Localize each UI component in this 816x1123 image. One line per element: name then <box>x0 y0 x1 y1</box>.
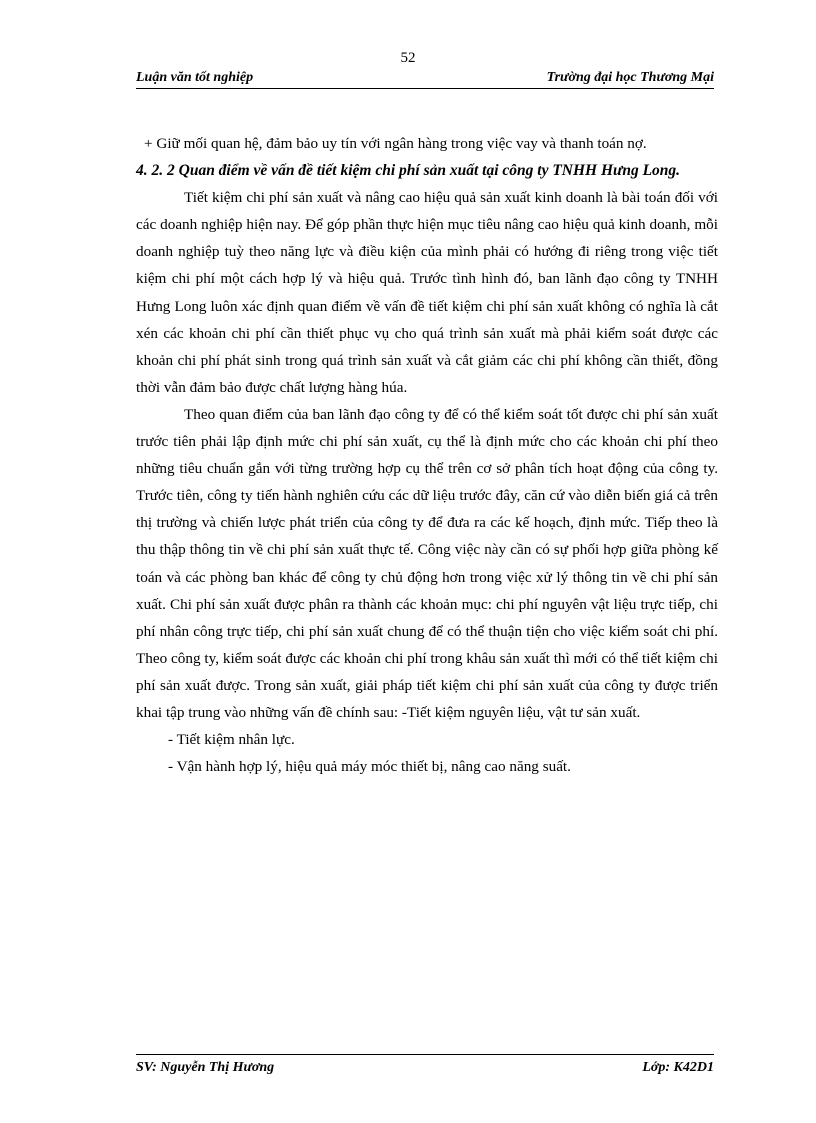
paragraph-2: Theo quan điểm của ban lãnh đạo công ty để có thể kiểm soát tốt được chi phí sản xuất trước tiên phải lập định mức chi phí sản xuất, cụ thể là định mức cho các khoản chi phí theo những tiêu chuẩn gắn với từng trường hợp cụ thể trên cơ sở phân tích hoạt động của công ty. Trước tiên, công ty tiến hành nghiên cứu các dữ liệu trước đây, căn cứ vào diễn biến giá cả trên thị trường và chiến lược phát triển của công ty để đưa ra các kế hoạch, định mức. Tiếp theo là thu thập thông tin về chi phí sản xuất thực tế. Công việc này cần có sự phối hợp giữa phòng kế toán và các phòng ban khác để công ty chủ động hơn trong việc xử lý thông tin về chi phí sản xuất. Chi phí sản xuất được phân ra thành các khoản mục: chi phí nguyên vật liệu trực tiếp, chi phí nhân công trực tiếp, chi phí sản xuất chung để có thể thuận tiện cho việc kiểm soát chi phí. Theo công ty, kiểm soát được các khoản chi phí trong khâu sản xuất thì mới có thể tiết kiệm chi phí sản xuất được. Trong sản xuất, giải pháp tiết kiệm chi phí sản xuất của công ty được triển khai tập trung vào những vấn đề chính sau: -Tiết kiệm nguyên liệu, vật tư sản xuất. <box>136 405 718 721</box>
section-heading: 4. 2. 2 Quan điểm về vấn đề tiết kiệm chi phí sản xuất tại công ty TNHH Hưng Long. <box>136 162 681 180</box>
header-university-label: Trường đại học Thương Mại <box>546 70 714 85</box>
bullet-item: + Giữ mối quan hệ, đảm bảo uy tín với ngân hàng trong việc vay và thanh toán nợ. <box>144 135 647 152</box>
footer-student-name: SV: Nguyễn Thị Hương <box>136 1060 275 1075</box>
page-header <box>136 70 714 89</box>
page-footer <box>136 1054 714 1081</box>
paragraph-1: Tiết kiệm chi phí sản xuất và nâng cao hiệu quả sản xuất kinh doanh là bài toán đối với các doanh nghiệp hiện nay. Để góp phần thực hiện mục tiêu nâng cao hiệu quả kinh doanh, mỗi doanh nghiệp tuỳ theo năng lực và điều kiện của mình phải có hướng đi riêng trong việc tiết kiệm chi phí một cách hợp lý và hiệu quả. Trước tình hình đó, ban lãnh đạo công ty TNHH Hưng Long luôn xác định quan điểm về vấn đề tiết kiệm chi phí sản xuất không có nghĩa là cắt xén các khoản chi phí cần thiết phục vụ cho quá trình sản xuất mà phải kiểm soát được các khoản chi phí phát sinh trong quá trình sản xuất và cắt giảm các chi phí không cần thiết, đồng thời vẫn đảm bảo được chất lượng hàng húa. <box>136 189 718 396</box>
dash-item: - Tiết kiệm nhân lực. <box>168 731 295 749</box>
header-thesis-label: Luận văn tốt nghiệp <box>136 70 254 85</box>
dash-item: - Vận hành hợp lý, hiệu quả máy móc thiết bị, nâng cao năng suất. <box>168 758 571 776</box>
page-number: 52 <box>400 50 416 66</box>
document-body <box>136 130 718 780</box>
footer-class-label: Lớp: K42D1 <box>642 1060 714 1075</box>
